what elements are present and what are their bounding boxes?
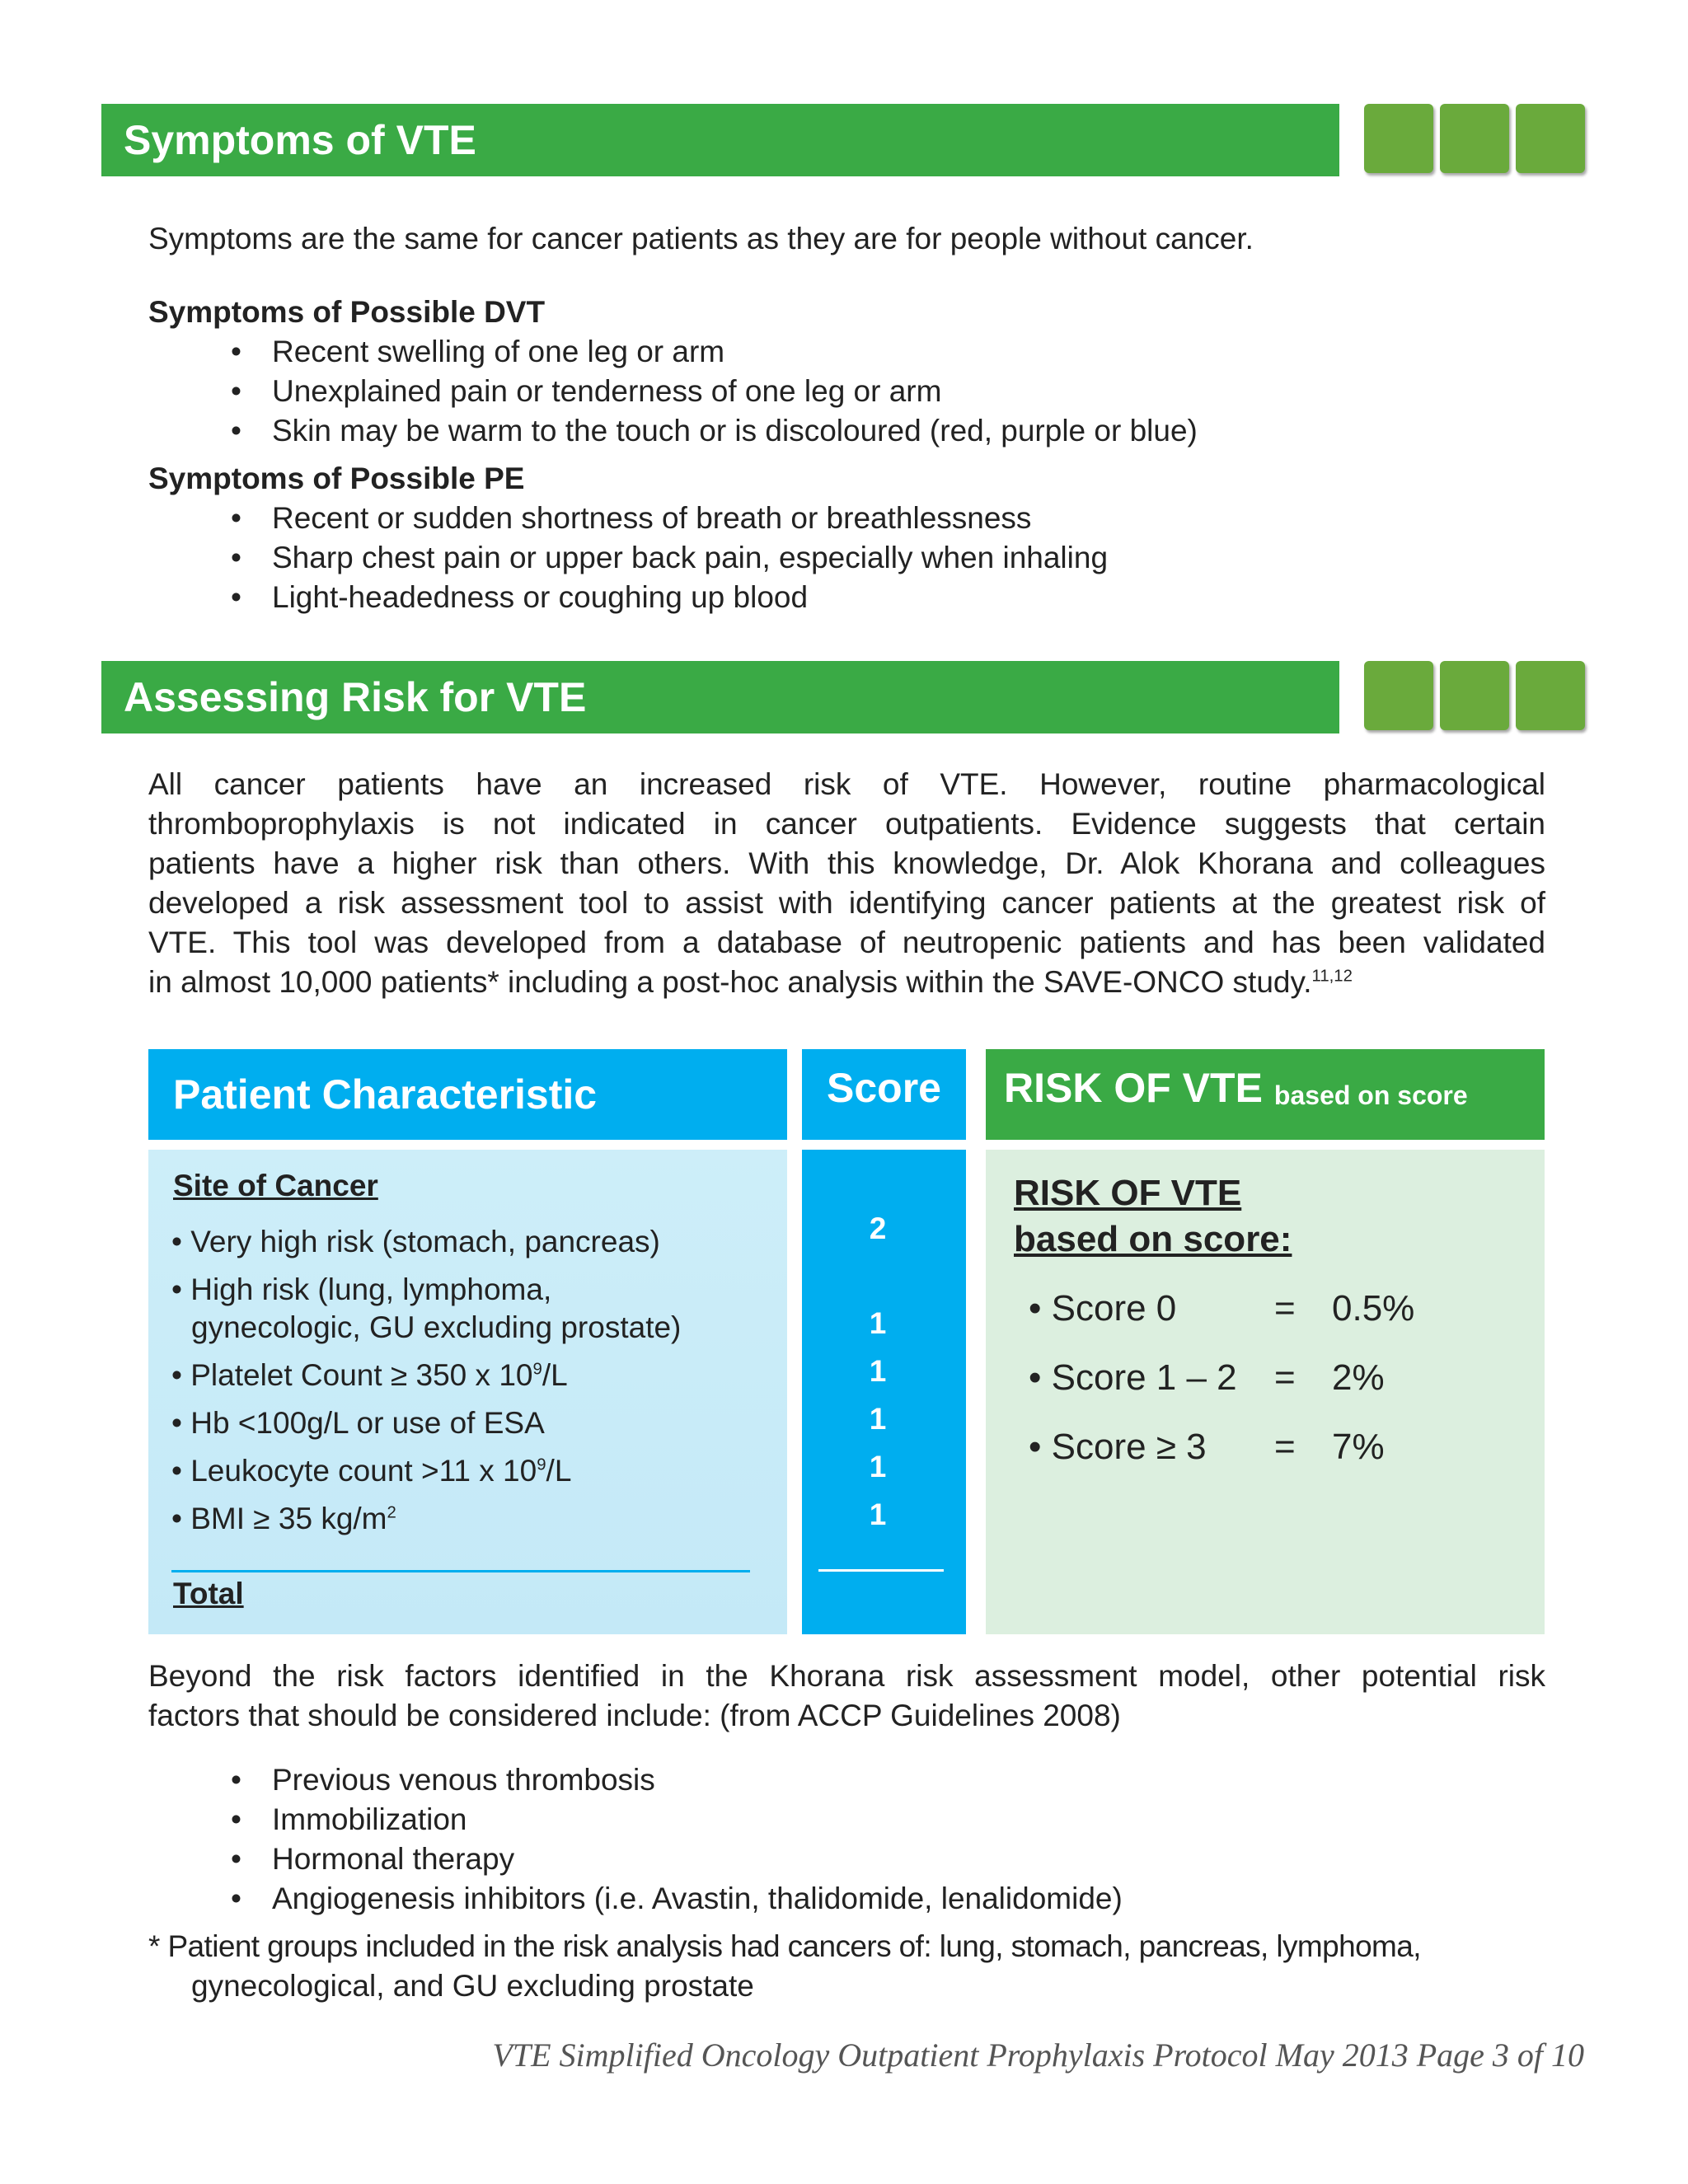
decorative-square xyxy=(1516,104,1585,173)
total-label: Total xyxy=(173,1577,244,1610)
risk-label: • Score 1 – 2 xyxy=(1029,1357,1237,1398)
table-row: • Hb <100g/L or use of ESA xyxy=(171,1406,545,1440)
section-title: Assessing Risk for VTE xyxy=(124,674,587,720)
page-footer: VTE Simplified Oncology Outpatient Prophylaxis Protocol May 2013 Page 3 of 10 xyxy=(492,2036,1584,2074)
table-row-continuation: gynecologic, GU excluding prostate) xyxy=(191,1310,682,1344)
paragraph-line: patients have a higher risk than others. With this knowledge, Dr. Alok Khorana and colleagues xyxy=(148,846,1545,880)
risk-equals: = xyxy=(1274,1288,1296,1329)
list-item: • Light-headedness or coughing up blood xyxy=(231,578,1108,617)
row-suffix: /L xyxy=(542,1358,568,1392)
footnote xyxy=(148,1927,1421,2006)
section-header-symptoms xyxy=(101,104,1339,176)
table-row: • Very high risk (stomach, pancreas) xyxy=(171,1225,660,1258)
header-label: RISK OF VTE xyxy=(1004,1065,1263,1111)
paragraph-line xyxy=(148,963,1545,1002)
additional-risk-paragraph xyxy=(148,1657,1545,1736)
paragraph-line: factors that should be considered include: (from ACCP Guidelines 2008) xyxy=(148,1699,1121,1732)
row-label: • BMI ≥ 35 kg/m xyxy=(171,1502,387,1535)
decorative-square xyxy=(1440,104,1509,173)
dvt-list xyxy=(231,332,1198,451)
header-sublabel: based on score xyxy=(1273,1080,1468,1110)
score-value: 1 xyxy=(869,1497,887,1531)
decorative-square xyxy=(1364,104,1433,173)
row-suffix: /L xyxy=(546,1454,572,1488)
risk-equals: = xyxy=(1274,1357,1296,1398)
list-item: • Sharp chest pain or upper back pain, especially when inhaling xyxy=(231,538,1108,578)
risk-label: • Score ≥ 3 xyxy=(1029,1427,1207,1467)
header-label: Score xyxy=(827,1065,941,1111)
decorative-square xyxy=(1440,661,1509,730)
additional-risk-list xyxy=(231,1760,1123,1919)
paragraph-line-text: in almost 10,000 patients* including a post-hoc analysis within the SAVE-ONCO study. xyxy=(148,965,1312,999)
site-of-cancer-heading: Site of Cancer xyxy=(173,1169,378,1202)
list-item: • Recent swelling of one leg or arm xyxy=(231,332,1198,372)
footnote-line: * Patient groups included in the risk analysis had cancers of: lung, stomach, pancreas, lymphoma, xyxy=(148,1929,1421,1963)
header-label: Patient Characteristic xyxy=(173,1071,598,1118)
dvt-heading: Symptoms of Possible DVT xyxy=(148,295,546,329)
table-row xyxy=(171,1495,681,1543)
list-item: • Unexplained pain or tenderness of one leg or arm xyxy=(231,372,1198,411)
row-superscript: 2 xyxy=(387,1503,396,1522)
row-label: • Leukocyte count >11 x 10 xyxy=(171,1454,537,1488)
score-value: 1 xyxy=(869,1450,887,1483)
header-score xyxy=(802,1049,966,1140)
risk-value: 7% xyxy=(1332,1427,1385,1467)
decorative-square xyxy=(1364,661,1433,730)
footnote-line: gynecological, and GU excluding prostate xyxy=(191,1969,754,2003)
score-total-line xyxy=(818,1569,944,1572)
list-item: • Hormonal therapy xyxy=(231,1840,1123,1879)
section-header-assessing-risk xyxy=(101,661,1339,733)
paragraph-line: developed a risk assessment tool to assist with identifying cancer patients at the greatest risk of xyxy=(148,886,1545,920)
paragraph-line: All cancer patients have an increased risk of VTE. However, routine pharmacological xyxy=(148,767,1545,801)
risk-panel-heading xyxy=(1014,1170,1292,1263)
row-superscript: 9 xyxy=(537,1455,546,1474)
list-item: • Recent or sudden shortness of breath or breathlessness xyxy=(231,499,1108,538)
paragraph-line: VTE. This tool was developed from a database of neutropenic patients and has been validated xyxy=(148,926,1545,959)
list-item: • Angiogenesis inhibitors (i.e. Avastin, thalidomide, lenalidomide) xyxy=(231,1879,1123,1919)
score-value: 2 xyxy=(869,1212,887,1245)
row-superscript: 9 xyxy=(532,1360,542,1379)
risk-equals: = xyxy=(1274,1427,1296,1467)
risk-heading-line: RISK OF VTE xyxy=(1014,1173,1242,1213)
pe-heading: Symptoms of Possible PE xyxy=(148,462,525,495)
risk-heading-line: based on score: xyxy=(1014,1219,1292,1259)
characteristics-list xyxy=(171,1218,681,1543)
row-label: • Platelet Count ≥ 350 x 10 xyxy=(171,1358,533,1392)
header-risk-of-vte xyxy=(986,1049,1545,1140)
score-value: 1 xyxy=(869,1306,887,1340)
table-row: • High risk (lung, lymphoma, xyxy=(171,1272,552,1306)
header-patient-characteristic xyxy=(148,1049,787,1140)
section-title: Symptoms of VTE xyxy=(124,117,476,163)
pe-list xyxy=(231,499,1108,617)
decorative-square xyxy=(1516,661,1585,730)
symptoms-intro: Symptoms are the same for cancer patients as they are for people without cancer. xyxy=(148,222,1254,255)
table-row xyxy=(171,1352,681,1399)
paragraph-line: Beyond the risk factors identified in the Khorana risk assessment model, other potential risk xyxy=(148,1659,1545,1693)
paragraph-line: thromboprophylaxis is not indicated in cancer outpatients. Evidence suggests that certain xyxy=(148,807,1545,841)
risk-value: 0.5% xyxy=(1332,1288,1415,1329)
list-item: • Immobilization xyxy=(231,1800,1123,1840)
score-value: 1 xyxy=(869,1402,887,1436)
risk-value: 2% xyxy=(1332,1357,1385,1398)
total-divider xyxy=(171,1570,750,1572)
risk-paragraph xyxy=(148,765,1545,1002)
table-row xyxy=(171,1447,681,1495)
score-value: 1 xyxy=(869,1354,887,1388)
reference-superscript: 11,12 xyxy=(1311,967,1353,986)
list-item: • Skin may be warm to the touch or is discoloured (red, purple or blue) xyxy=(231,411,1198,451)
risk-label: • Score 0 xyxy=(1029,1288,1177,1329)
list-item: • Previous venous thrombosis xyxy=(231,1760,1123,1800)
